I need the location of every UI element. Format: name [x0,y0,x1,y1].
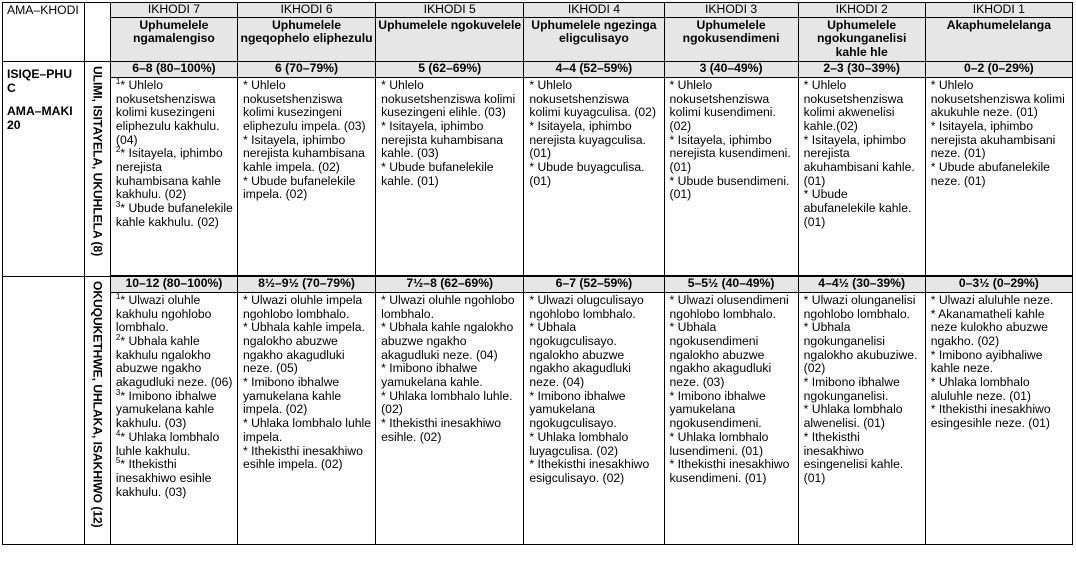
criterion-bullet [670,134,795,175]
bullet-number: 3 [115,200,121,210]
bullet-text: * Uhlelo nokusetshenziswa kolimi kusezingeni eliphezulu kakhulu. (04) [115,77,220,147]
criterion-cell [237,292,375,544]
criterion-bullet [381,120,520,161]
bullet-text: * Uhlaka lombhalo alwenelisi. (01) [803,402,903,431]
criterion-bullet [115,428,234,458]
section-marks: AMA–MAKI 20 [7,104,73,132]
criterion-bullet [931,294,1069,308]
level-descriptor: Uphumelele ngamalengiso [110,17,237,61]
criterion-bullet [804,321,922,376]
level-descriptor: Uphumelele ngokusendimeni [664,17,798,61]
criterion-cell [237,77,375,275]
mark-range: 6–8 (80–100%) [110,61,237,77]
criterion-bullet [116,458,234,499]
criteria-header-blank [84,3,110,62]
corner-header [3,3,85,62]
level-header: IKHODI 1 [925,3,1072,18]
criterion-title: ULIMI, ISITAYELA, UKUHLELA (8) [90,65,105,257]
bullet-text: * Isitayela, iphimbo nerejista kuyagculisa. (01) [529,118,646,161]
criterion-title: OKUQUKETHWE, UHLAKA, ISAKHIWO (12) [90,280,105,528]
criterion-bullet [670,175,795,202]
bullet-text: * Ulwazi oluhle impela ngohlobo lombhalo. [242,292,363,321]
bullet-text: * Ubude abufanelekile neze. (01) [930,160,1050,188]
bullet-text: * Uhlaka lombhalo aluluhle neze. (01) [930,375,1031,403]
criterion-cell [925,77,1072,275]
criterion-cell [376,292,524,544]
criterion-bullet [115,332,234,390]
bullet-text: * Uhlelo nokusetshenziswa kolimi kusendimeni. (02) [669,77,776,133]
criterion-bullet [931,376,1069,403]
criterion-bullet [243,79,372,134]
criterion-bullet [931,161,1069,188]
criterion-bullet [804,403,922,430]
bullet-text: * Ithekisthi inesakhiwo esingenelisi kahle. (01) [803,429,904,485]
criterion-cell [798,77,925,275]
criterion-bullet [243,445,372,472]
mark-range: 2–3 (30–39%) [798,61,925,77]
bullet-text: * Imibono ibhalwe yamukelana kahle. [381,361,483,390]
criterion-bullet [381,79,520,120]
bullet-text: * Uhlelo nokusetshenziswa kolimi kusezingeni eliphezulu impela. (03) [242,77,366,133]
bullet-text: * Isitayela, iphimbo nerejista kuhambisana kahle kakhulu. (02) [115,146,223,202]
criterion-bullet [116,294,234,335]
criterion-bullet [116,79,234,148]
bullet-text: * Uhlelo nokusetshenziswa kolimi akukuhle neze. (01) [930,77,1065,120]
bullet-text: * Ubude bufanelekile impela. (02) [242,173,356,202]
bullet-text: * Ithekisthi inesakhiwo esihle impela. (02) [242,443,363,472]
bullet-text: * Ithekisthi inesakhiwo esihle. (02) [381,416,502,444]
bullet-text: * Uhlaka lombhalo luyagculisa. (02) [529,429,629,458]
criterion-label [84,61,110,276]
criterion-bullet [804,294,922,321]
level-descriptor: Uphumelele ngeqophelo eliphezulu [237,17,375,61]
level-header: IKHODI 6 [237,3,375,18]
mark-range: 0–2 (0–29%) [925,61,1072,77]
corner-label: AMA–KHODI [7,3,79,17]
criterion-cell [524,77,664,275]
criterion-row [3,77,1073,275]
bullet-text: * Ubhala kahle kakhulu ngalokho abuzwe ngakho akagudluki neze. (06) [115,333,233,390]
bullet-number: 1 [115,77,121,86]
bullet-text: * Uhlaka lombhalo luhle. (02) [381,388,513,417]
criterion-cell [110,77,237,275]
criterion-bullet [381,362,520,389]
bullet-text: * Ithekisthi inesakhiwo esihle kakhulu. (03) [115,457,212,499]
level-descriptor: Uphumelele ngezinga eligculisayo [524,17,664,61]
bullet-text: * Ubhala kahle impela. ngalokho abuzwe ngakho akagudluki neze. (05) [242,320,365,376]
criterion-bullet [670,431,795,458]
criterion-cell [925,292,1072,544]
criterion-bullet [529,294,660,321]
criterion-cell [664,77,798,275]
criterion-bullet [243,321,372,376]
level-descriptor: Uphumelele ngokunganelisi kahle hle [798,17,925,61]
bullet-text: * Ubhala ngokunganelisi ngalokho akubuziwe. (02) [803,320,918,376]
bullet-text: * Isitayela, iphimbo nerejista kusendimeni. (01) [669,132,791,175]
criterion-bullet [381,417,520,444]
mark-range: 5–5½ (40–49%) [664,276,798,292]
criterion-bullet [381,294,520,321]
criterion-bullet [670,294,795,321]
bullet-text: * Ulwazi oluhle kakhulu ngohlobo lombhalo. [115,292,212,335]
section-label [3,61,85,276]
marks-row [3,61,1073,77]
bullet-text: * Ithekisthi inesakhiwo esigculisayo. (02) [529,457,650,485]
bullet-number: 5 [115,456,121,466]
bullet-text: * Isitayela, iphimbo nerejista kuhambisana kahle impela. (02) [242,132,365,175]
criterion-bullet [243,294,372,321]
criterion-bullet [529,321,660,390]
criterion-cell [524,292,664,544]
criterion-label [84,276,110,544]
level-descriptor: Uphumelele ngokuvelele [376,17,524,61]
criterion-bullet [529,161,660,188]
mark-range: 0–3½ (0–29%) [925,276,1072,292]
bullet-text: * Uhlelo nokusetshenziswa kolimi kusezingeni elihle. (03) [381,77,516,120]
mark-range: 10–12 (80–100%) [110,276,237,292]
mark-range: 4–4 (52–59%) [524,61,664,77]
criterion-bullet [529,79,660,120]
descriptor-row [3,17,1073,61]
bullet-text: * Ithekisthi inesakhiwo esingesihle neze. (01) [930,402,1051,431]
criterion-bullet [931,120,1069,161]
criterion-cell [376,77,524,275]
bullet-text: * Uhlaka lombhalo lusendimeni. (01) [669,429,769,458]
bullet-text: * Imibono ibhalwe yamukelana kahle kakhulu. (03) [115,388,217,431]
bullet-text: * Uhlelo nokusetshenziswa kolimi akwenelisi kahle.(02) [803,77,904,133]
criterion-bullet [116,147,234,202]
level-header: IKHODI 5 [376,3,524,18]
mark-range: 5 (62–69%) [376,61,524,77]
mark-range: 4–4½ (30–39%) [798,276,925,292]
criterion-bullet [670,390,795,431]
criterion-cell [110,292,237,544]
bullet-text: * Ubhala kahle ngalokho abuzwe ngakho akagudluki neze. (04) [381,320,514,362]
bullet-text: * Isitayela, iphimbo nerejista kuhambisana kahle. (03) [381,118,504,161]
bullet-text: * Ubude abufanelekile kahle. (01) [803,187,912,229]
bullet-text: * Uhlaka lombhalo luhle impela. [242,416,371,444]
bullet-text: * Ubude bufanelekile kahle kakhulu. (02) [115,201,233,229]
criterion-bullet [670,458,795,485]
criterion-bullet [670,79,795,134]
bullet-text: * Imibono ayibhaliwe kahle neze. [930,347,1043,376]
bullet-number: 1 [115,292,121,301]
criterion-bullet [116,202,234,229]
bullet-text: * Ubude busendimeni. (01) [669,173,790,202]
criterion-bullet [529,390,660,431]
bullet-text: * Imibono ibhalwe ngokunganelisi. [803,375,900,403]
criterion-bullet [804,79,922,134]
level-header-row [3,3,1073,18]
mark-range: 6 (70–79%) [237,61,375,77]
marks-row [3,276,1073,292]
bullet-text: * Uhlaka lombhalo luhle kakhulu. [115,429,220,458]
criterion-bullet [931,79,1069,120]
criterion-cell [798,292,925,544]
level-header: IKHODI 3 [664,3,798,18]
bullet-text: * Ithekisthi inesakhiwo kusendimeni. (01) [669,457,790,485]
bullet-text: * Ubude buyagculisa. (01) [529,160,645,188]
bullet-number: 4 [115,428,121,438]
level-header: IKHODI 4 [524,3,664,18]
bullet-number: 2 [115,332,121,342]
criterion-bullet [529,431,660,458]
criterion-bullet [381,161,520,188]
criterion-bullet [931,403,1069,430]
criterion-bullet [931,308,1069,349]
section-blank [3,276,85,544]
bullet-text: * Imibono ibhalwe yamukelana ngokugculisayo. [529,388,626,431]
bullet-text: * Ulwazi oluhle ngohlobo lombhalo. [381,292,515,321]
level-header: IKHODI 7 [110,3,237,18]
criterion-row [3,292,1073,544]
criterion-cell [664,292,798,544]
bullet-text: * Ulwazi olunganelisi ngohlobo lombhalo. [803,292,916,321]
bullet-text: * Uhlelo nokusetshenziswa kolimi kuyagculisa. (02) [529,77,657,120]
bullet-text: * Isitayela, iphimbo nerejista akuhambisani neze. (01) [930,118,1056,161]
mark-range: 6–7 (52–59%) [524,276,664,292]
criterion-bullet [804,134,922,189]
level-descriptor: Akaphumelelanga [925,17,1072,61]
criterion-bullet [529,458,660,485]
bullet-text: * Akanamatheli kahle neze kulokho abuzwe ngakho. (02) [930,306,1048,348]
bullet-text: * Ubhala ngokusendimeni ngalokho abuzwe ngakho akagudluki neze. (03) [669,320,772,390]
criterion-bullet [381,321,520,362]
bullet-text: * Ulwazi olugculisayo ngohlobo lombhalo. [529,292,644,321]
criterion-bullet [243,175,372,202]
criterion-bullet [529,120,660,161]
criterion-bullet [243,376,372,417]
criterion-bullet [115,387,234,431]
criterion-bullet [243,134,372,175]
bullet-text: * Ubude bufanelekile kahle. (01) [381,160,494,188]
criterion-bullet [931,349,1069,376]
bullet-number: 2 [115,145,121,155]
level-header: IKHODI 2 [798,3,925,18]
criterion-bullet [804,188,922,229]
assessment-rubric-table [2,2,1073,545]
mark-range: 8½–9½ (70–79%) [237,276,375,292]
bullet-text: * Imibono ibhalwe yamukelana kahle impela. (02) [242,375,342,417]
criterion-bullet [804,376,922,403]
bullet-text: * Ulwazi olusendimeni ngohlobo lombhalo. [669,292,789,321]
bullet-text: * Imibono ibhalwe yamukelana ngokusendimeni. [669,388,766,431]
bullet-text: * Ulwazi aluluhle neze. [930,292,1054,307]
mark-range: 3 (40–49%) [664,61,798,77]
bullet-text: * Ubhala ngokugculisayo. ngalokho abuzwe ngakho akagudluki neze. (04) [529,320,631,390]
bullet-text: * Isitayela, iphimbo nerejista akuhambisani kahle. (01) [803,132,915,188]
mark-range: 7½–8 (62–69%) [376,276,524,292]
criterion-bullet [804,431,922,486]
section-title: ISIQE–PHU C [7,66,73,95]
criterion-bullet [381,390,520,417]
bullet-number: 3 [115,387,121,397]
criterion-bullet [243,417,372,444]
criterion-bullet [670,321,795,390]
